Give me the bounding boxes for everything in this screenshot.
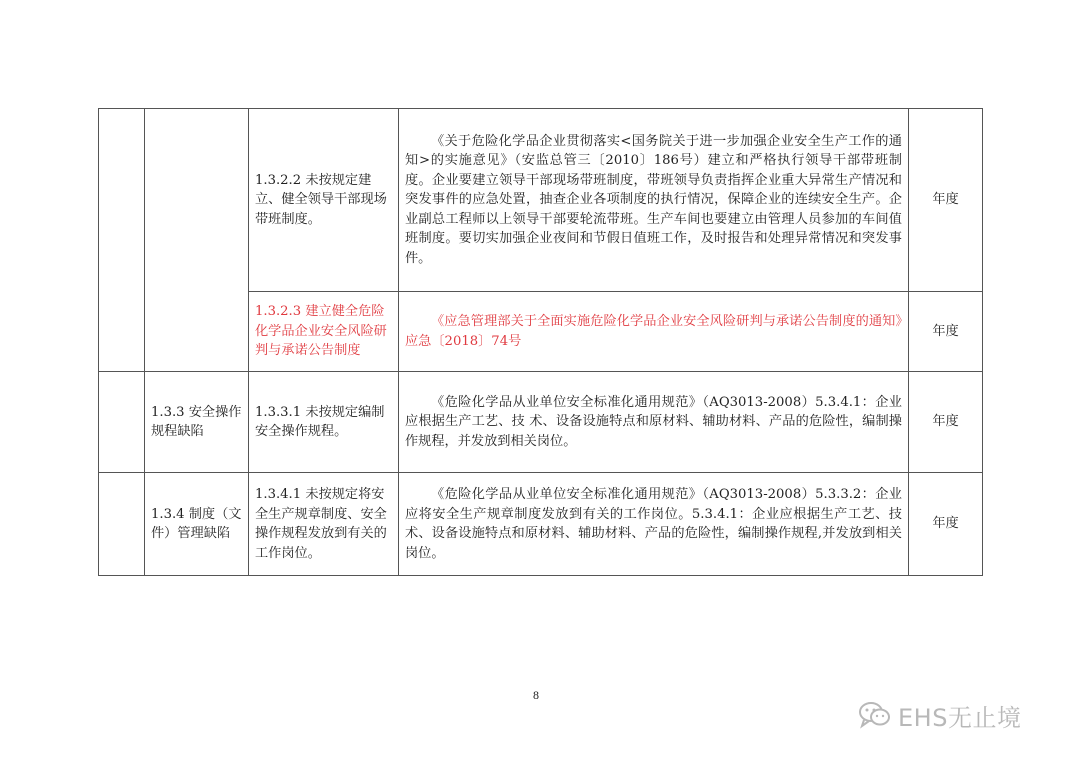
- category-cell: 1.3.4 制度（文件）管理缺陷: [145, 473, 249, 576]
- frequency-cell: 年度: [909, 292, 983, 372]
- frequency-cell: 年度: [909, 473, 983, 576]
- category-cell: [145, 109, 249, 372]
- hazard-table: [98, 108, 983, 576]
- section-cell: [99, 372, 145, 473]
- watermark-text: EHS无止境: [898, 703, 1022, 732]
- basis-cell: 《应急管理部关于全面实施危险化学品企业安全风险研判与承诺公告制度的通知》应急〔2018〕74号: [399, 292, 909, 372]
- category-cell: 1.3.3 安全操作规程缺陷: [145, 372, 249, 473]
- frequency-cell: 年度: [909, 372, 983, 473]
- section-cell: [99, 473, 145, 576]
- watermark: [858, 700, 1021, 730]
- page-number: 8: [533, 688, 539, 702]
- wechat-icon: [858, 701, 892, 729]
- frequency-cell: 年度: [909, 109, 983, 292]
- table-row: [99, 473, 983, 576]
- clause-cell: 1.3.2.2 未按规定建立、健全领导干部现场带班制度。: [249, 109, 399, 292]
- clause-cell: 1.3.4.1 未按规定将安全生产规章制度、安全操作规程发放到有关的工作岗位。: [249, 473, 399, 576]
- table-row: [99, 372, 983, 473]
- basis-cell: 《危险化学品从业单位安全标准化通用规范》（AQ3013-2008）5.3.3.2：企业应将安全生产规章制度发放到有关的工作岗位。5.3.4.1：企业应根据生产工艺、技 术、设备设施特点和原材料、辅助材料、产品的危险性，编制操作规程,并发放到相关岗位。: [399, 473, 909, 576]
- basis-cell: 《关于危险化学品企业贯彻落实<国务院关于进一步加强企业安全生产工作的通知>的实施意见》（安监总管三〔2010〕186号）建立和严格执行领导干部带班制度。企业要建立领导干部现场带班制度，带班领导负责指挥企业重大异常生产情况和突发事件的应急处置，抽查企业各项制度的执行情况，保障企业的连续安全生产。企业副总工程师以上领导干部要轮流带班。生产车间也要建立由管理人员参加的车间值班制度。要切实加强企业夜间和节假日值班工作，及时报告和处理异常情况和突发事件。: [399, 109, 909, 292]
- section-cell: [99, 109, 145, 372]
- clause-cell: 1.3.3.1 未按规定编制安全操作规程。: [249, 372, 399, 473]
- table-row: [99, 109, 983, 292]
- basis-cell: 《危险化学品从业单位安全标准化通用规范》（AQ3013-2008）5.3.4.1：企业应根据生产工艺、技 术、设备设施特点和原材料、辅助材料、产品的危险性，编制操作规程，并发放到相关岗位。: [399, 372, 909, 473]
- clause-cell: 1.3.2.3 建立健全危险化学品企业安全风险研判与承诺公告制度: [249, 292, 399, 372]
